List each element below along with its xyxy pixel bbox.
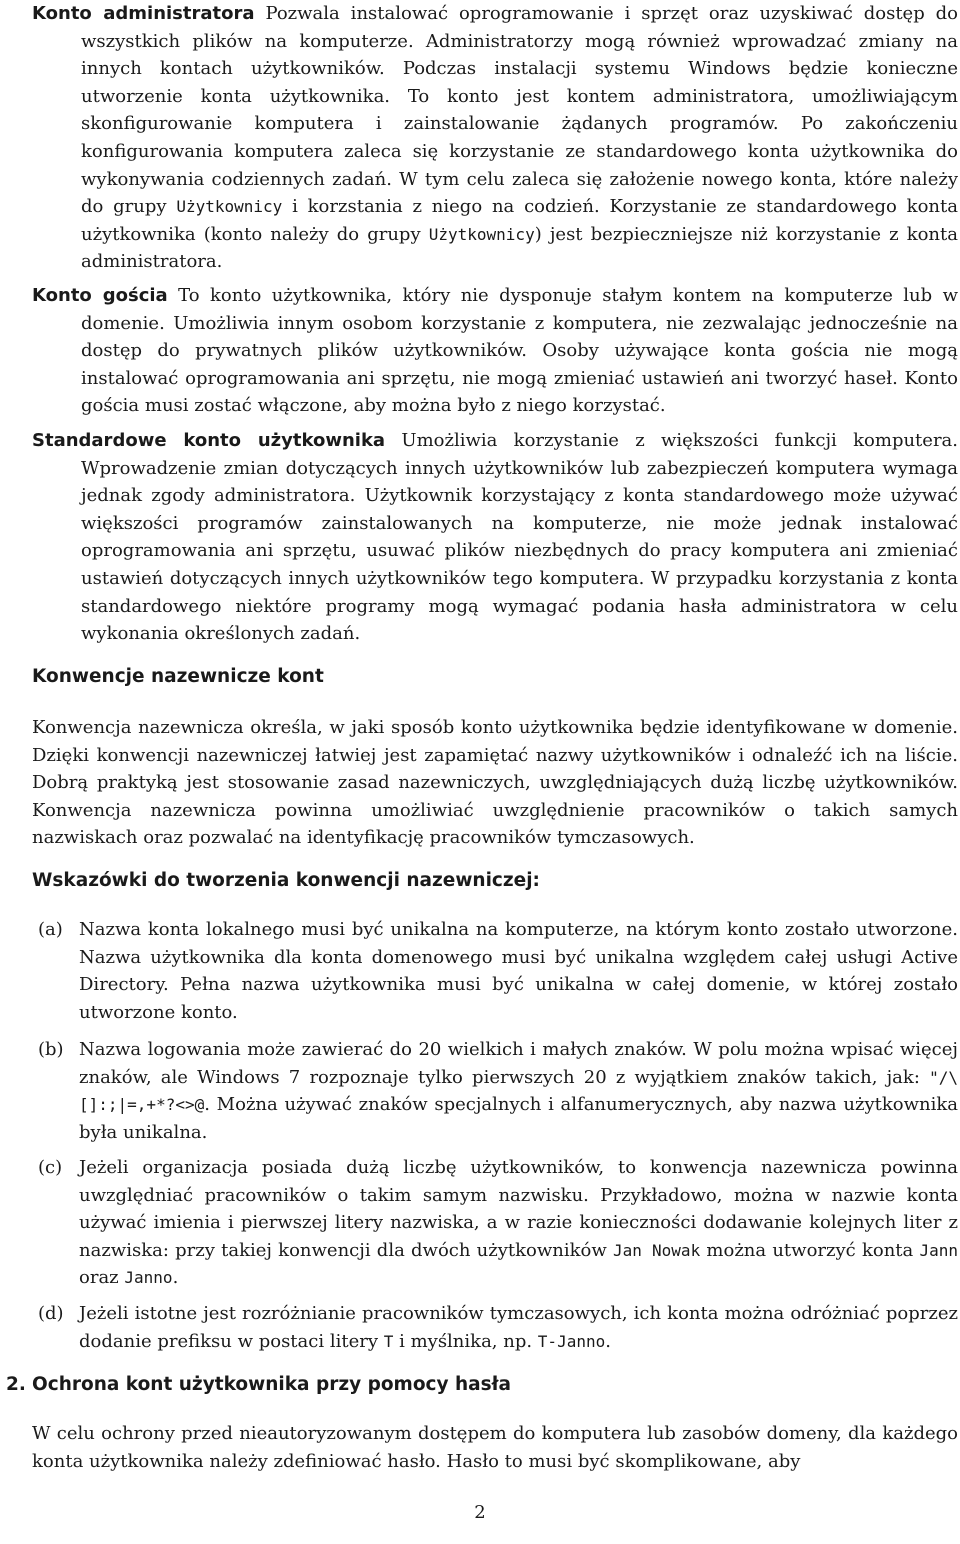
section-number: 2. (6, 1374, 26, 1395)
text-run: . (605, 1330, 611, 1352)
section-body: W celu ochrony przed nieautoryzowanym dostępem do komputera lub zasobów domeny, dla każdego konta użytkownika należy zdefiniować hasło. Hasło to musi być skomplikowane, aby (32, 1423, 958, 1472)
text-run: Nazwa konta lokalnego musi być unikalna na komputerze, na którym konto zostało utworzone. Nazwa użytkownika dla konta domenowego musi być unikalna względem całej usługi Active Directory. Pełna nazwa użytkownika musi być unikalna w całej domenie, w której zostało utworzone konto. (79, 919, 958, 1023)
text-run: To konto użytkownika, który nie dysponuje stałym kontem na komputerze lub w domenie. Umożliwia innym osobom korzystanie z komputera, nie zezwalając jednocześnie na dostęp do prywatnych plików użytkowników. Osoby używające konta gościa nie mogą instalować oprogramowania ani sprzętu, nie mogą zmieniać ustawień ani tworzyć haseł. Konto gościa musi zostać włączone, aby można było z niego korzystać. (81, 285, 958, 417)
text-run: ) jest bezpieczniejsze niż korzystanie z konta administratora. (81, 223, 958, 273)
inline-code: Janno (124, 1268, 173, 1288)
text-run: Pozwala instalować oprogramowanie i sprzęt oraz uzyskiwać dostęp do wszystkich plików na komputerze. Administratorzy mogą również wprowadzać zmiany na innych kontach użytkowników. Podczas instalacji systemu Windows będzie konieczne utworzenie konta użytkownika. To konto jest kontem administratora, umożliwiającym skonfigurowanie komputera i zainstalowanie żądanych programów. Po zakończeniu konfigurowania komputera zaleca się korzystanie ze standardowego konta użytkownika do wykonywania codziennych zadań. W tym celu zaleca się założenie nowego konta, które należy do grupy (81, 3, 959, 218)
inline-code: "/\[]:;|=,+*?<>@ (79, 1067, 958, 1115)
inline-code: Jann (919, 1240, 958, 1260)
inline-code: Jan Nowak (613, 1240, 701, 1260)
text-run: i myślnika, np. (393, 1330, 538, 1352)
definition-guest-account (32, 282, 958, 420)
naming-conventions-body: Konwencja nazewnicza określa, w jaki sposób konto użytkownika będzie identyfikowane w domenie. Dzięki konwencji nazewniczej łatwiej jest zapamiętać nazwy użytkowników i odnaleźć ich na liście. Dobrą praktyką jest stosowanie zasad nazewniczych, uwzględniających dużą liczbę użytkowników. Konwencja nazewnicza powinna umożliwiać uwzględnienie pracowników o takich samych nazwiskach oraz pozwalać na identyfikację pracowników tymczasowych. (32, 717, 958, 849)
tip-item-b (32, 1036, 958, 1146)
naming-conventions-heading: Konwencje nazewnicze kont (32, 666, 324, 687)
tip-item-d (32, 1300, 958, 1355)
tip-label: (c) (38, 1157, 63, 1178)
text-run: Jeżeli istotne jest rozróżnianie pracowników tymczasowych, ich konta można odróżniać poprzez dodanie prefiksu w postaci litery (79, 1303, 958, 1352)
text-run: Jeżeli organizacja posiada dużą liczbę użytkowników, to konwencja nazewnicza powinna uwzględniać pracowników o takim samym nazwisku. Przykładowo, można w nazwie konta używać imienia i pierwszej litery nazwiska, a w razie konieczności dodawanie kolejnych liter z nazwiska: przy takiej konwencji dla dwóch użytkowników (79, 1157, 958, 1261)
inline-code: T-Janno (537, 1331, 606, 1351)
definition-standard-account (32, 427, 958, 648)
text-run: oraz (79, 1267, 125, 1289)
inline-code: Użytkownicy (428, 224, 535, 244)
page-number: 2 (474, 1502, 486, 1523)
inline-code: T (383, 1331, 394, 1351)
tip-text (79, 916, 958, 1026)
inline-code: Użytkownicy (176, 197, 283, 217)
section-heading: Ochrona kont użytkownika przy pomocy hasła (32, 1374, 512, 1395)
naming-tips-heading: Wskazówki do tworzenia konwencji nazewniczej: (32, 870, 540, 891)
definition-term: Konto gościa (32, 285, 168, 306)
text-run: . (172, 1267, 179, 1289)
definition-term: Konto administratora (32, 3, 255, 24)
tip-label: (a) (38, 919, 63, 940)
text-run: można utworzyć konta (700, 1239, 920, 1261)
tip-text (79, 1036, 958, 1146)
text-run: i korzstania z niego na codzień. Korzystanie ze standardowego konta użytkownika (konto należy do grupy (81, 196, 958, 245)
tip-label: (d) (38, 1303, 64, 1324)
tip-item-c (32, 1154, 958, 1292)
text-run: Umożliwia korzystanie z większości funkcji komputera. Wprowadzenie zmian dotyczących innych użytkowników lub zabezpieczeń komputera wymaga jednak zgody administratora. Użytkownik korzystający z konta standardowego może używać większości programów zainstalowanych na komputerze, nie może jednak instalować oprogramowania ani sprzętu, usuwać plików niezbędnych do pracy komputera ani zmieniać ustawień dotyczących innych użytkowników tego komputera. W przypadku korzystania z konta standardowego niektóre programy mogą wymagać podania hasła administratora w celu wykonania określonych zadań. (81, 430, 958, 645)
tip-label: (b) (38, 1039, 64, 1060)
definition-term: Standardowe konto użytkownika (32, 430, 386, 451)
tip-item-a (32, 916, 958, 1026)
text-run: . Można używać znaków specjalnych i alfanumerycznych, aby nazwa użytkownika była unikalna. (79, 1094, 958, 1143)
tip-text (79, 1154, 958, 1292)
tip-text (79, 1300, 958, 1355)
definition-admin-account (32, 0, 958, 276)
text-run: Nazwa logowania może zawierać do 20 wielkich i małych znaków. W polu można wpisać więcej znaków, ale Windows 7 rozpoznaje tylko pierwszych 20 z wyjątkiem znaków takich, jak: (79, 1039, 958, 1088)
